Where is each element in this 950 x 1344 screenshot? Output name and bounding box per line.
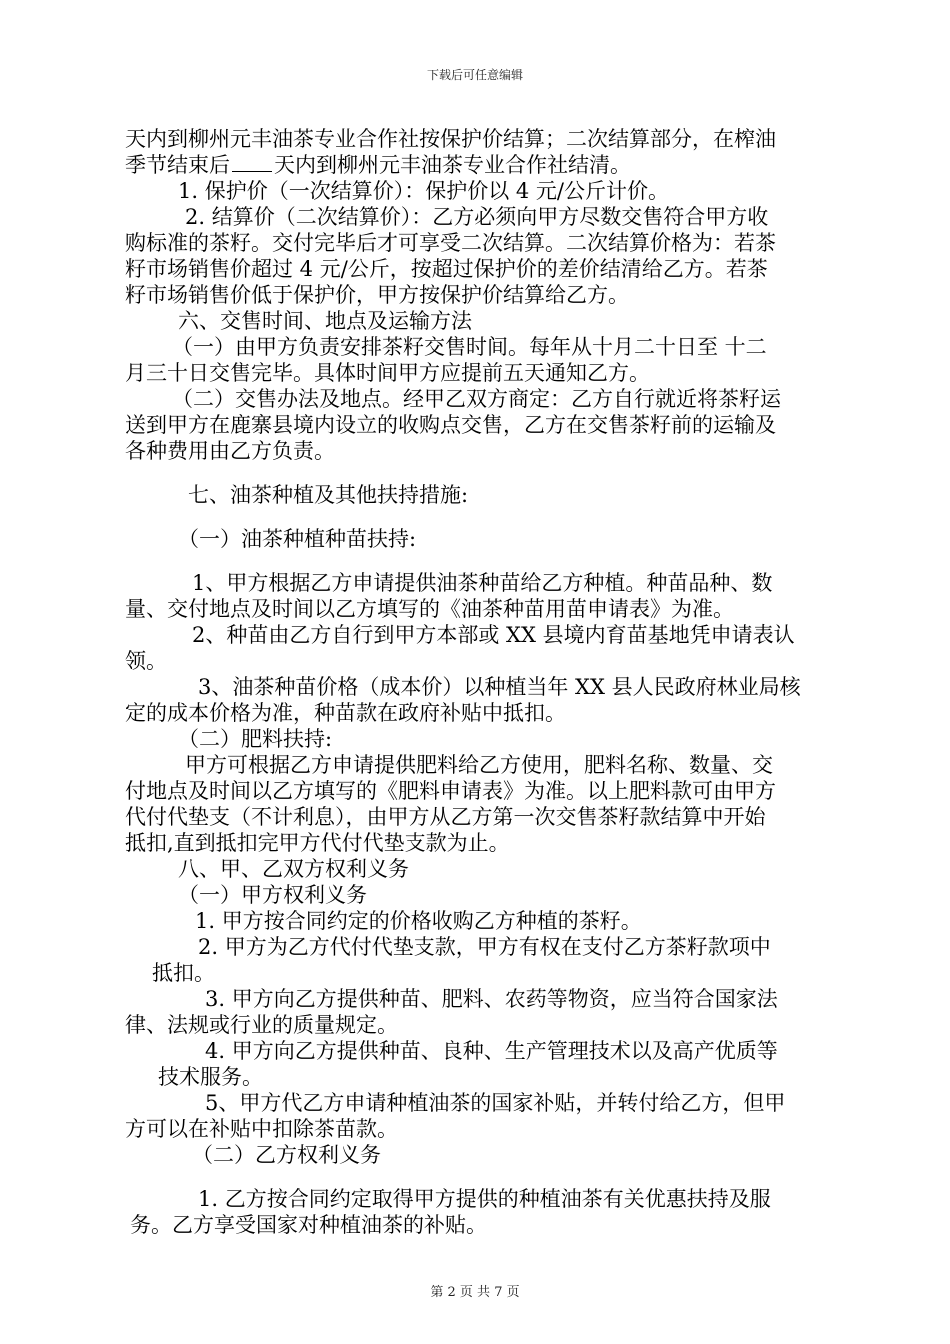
body-line: 2. 结算价（二次结算价）：乙方必须向甲方尽数交售符合甲方收 xyxy=(185,205,769,229)
body-line: 方可以在补贴中扣除茶苗款。 xyxy=(125,1117,398,1141)
body-line: 抵扣,直到抵扣完甲方代付代垫支款为止。 xyxy=(125,831,510,855)
body-line: 籽市场销售价低于保护价，甲方按保护价结算给乙方。 xyxy=(125,283,629,307)
page-header: 下载后可任意编辑 xyxy=(426,68,523,82)
body-line: 1. 保护价（一次结算价）：保护价以 4 元/公斤计价。 xyxy=(178,179,669,203)
body-line xyxy=(125,152,631,178)
body-line: 籽市场销售价超过 4 元/公斤，按超过保护价的差价结清给乙方。若茶 xyxy=(125,257,768,281)
body-line: （二）交售办法及地点。经甲乙双方商定：乙方自行就近将茶籽运 xyxy=(172,387,781,411)
body-line: 购标准的茶籽。交付完毕后才可享受二次结算。二次结算价格为：若茶 xyxy=(125,231,776,255)
section-heading: 七、油茶种植及其他扶持措施: xyxy=(188,483,469,507)
subsection-heading: （二）肥料扶持: xyxy=(178,727,333,751)
section-heading: 六、交售时间、地点及运输方法 xyxy=(178,309,472,333)
body-line: 月三十日交售完毕。具体时间甲方应提前五天通知乙方。 xyxy=(125,361,650,385)
body-line: 4. 甲方向乙方提供种苗、良种、生产管理技术以及高产优质等 xyxy=(205,1039,778,1063)
body-line: 3、油茶种苗价格（成本价）以种植当年 XX 县人民政府林业局核 xyxy=(198,675,801,699)
section-heading: 八、甲、乙双方权利义务 xyxy=(178,857,409,881)
body-line: 5、甲方代乙方申请种植油茶的国家补贴，并转付给乙方，但甲 xyxy=(205,1091,786,1115)
body-line: 2、种苗由乙方自行到甲方本部或 XX 县境内育苗基地凭申请表认 xyxy=(192,623,795,647)
subsection-heading: （二）乙方权利义务 xyxy=(192,1143,381,1167)
subsection-heading: （一）甲方权利义务 xyxy=(178,883,367,907)
body-line: 1. 甲方按合同约定的价格收购乙方种植的茶籽。 xyxy=(195,909,642,933)
body-line: 量、交付地点及时间以乙方填写的《油茶种苗用苗申请表》为准。 xyxy=(125,597,734,621)
body-line: 技术服务。 xyxy=(158,1065,263,1089)
body-line: （一）由甲方负责安排茶籽交售时间。每年从十月二十日至 十二 xyxy=(172,335,767,359)
body-line: 送到甲方在鹿寨县境内设立的收购点交售，乙方在交售茶籽前的运输及 xyxy=(125,413,776,437)
body-line: 1、甲方根据乙方申请提供油茶种苗给乙方种植。种苗品种、数 xyxy=(192,571,773,595)
body-line: 定的成本价格为准，种苗款在政府补贴中抵扣。 xyxy=(125,701,566,725)
body-line: 天内到柳州元丰油茶专业合作社按保护价结算；二次结算部分，在榨油 xyxy=(125,127,776,151)
body-line: 2. 甲方为乙方代付代垫支款，甲方有权在支付乙方茶籽款项中 xyxy=(198,935,771,959)
body-line: 务。乙方享受国家对种植油茶的补贴。 xyxy=(130,1213,487,1237)
body-line: 甲方可根据乙方申请提供肥料给乙方使用，肥料名称、数量、交 xyxy=(185,753,773,777)
body-line: 1. 乙方按合同约定取得甲方提供的种植油茶有关优惠扶持及服 xyxy=(198,1187,771,1211)
body-line: 3. 甲方向乙方提供种苗、肥料、农药等物资，应当符合国家法 xyxy=(205,987,778,1011)
body-line: 抵扣。 xyxy=(152,961,215,985)
body-line: 代付代垫支（不计利息），由甲方从乙方第一次交售茶籽款结算中开始 xyxy=(125,805,766,829)
body-line: 律、法规或行业的质量规定。 xyxy=(125,1013,398,1037)
body-line: 付地点及时间以乙方填写的《肥料申请表》为准。以上肥料款可由甲方 xyxy=(125,779,776,803)
fill-in-blank xyxy=(232,153,272,172)
body-text: 季节结束后 xyxy=(125,153,230,177)
page-footer: 第 2 页 共 7 页 xyxy=(430,1285,520,1300)
body-text: 天内到柳州元丰油茶专业合作社结清。 xyxy=(274,153,631,177)
body-line: 领。 xyxy=(125,649,167,673)
body-line: 各种费用由乙方负责。 xyxy=(125,439,335,463)
subsection-heading: （一）油茶种植种苗扶持: xyxy=(178,527,417,551)
